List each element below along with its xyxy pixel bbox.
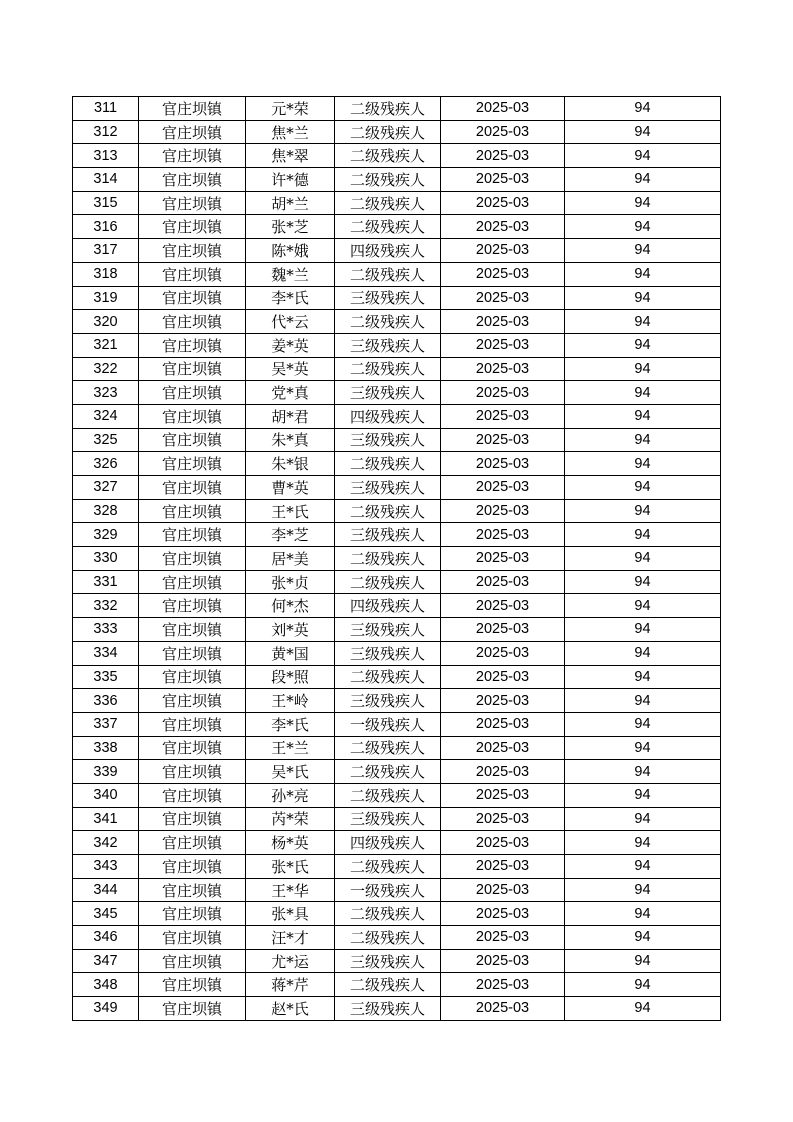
date-cell: 2025-03 [441, 855, 565, 879]
row-number: 327 [73, 476, 139, 500]
date-cell: 2025-03 [441, 357, 565, 381]
disability-level-cell: 二级残疾人 [335, 783, 441, 807]
town-cell: 官庄坝镇 [139, 144, 246, 168]
date-cell: 2025-03 [441, 878, 565, 902]
town-cell: 官庄坝镇 [139, 807, 246, 831]
name-cell: 段*照 [246, 665, 335, 689]
amount-cell: 94 [565, 523, 721, 547]
table-row [73, 665, 721, 689]
amount-cell: 94 [565, 665, 721, 689]
town-cell: 官庄坝镇 [139, 689, 246, 713]
amount-cell: 94 [565, 570, 721, 594]
date-cell: 2025-03 [441, 168, 565, 192]
name-cell: 曹*英 [246, 476, 335, 500]
disability-level-cell: 二级残疾人 [335, 452, 441, 476]
town-cell: 官庄坝镇 [139, 97, 246, 121]
disability-level-cell: 三级残疾人 [335, 333, 441, 357]
disability-level-cell: 二级残疾人 [335, 973, 441, 997]
table-row [73, 689, 721, 713]
date-cell: 2025-03 [441, 902, 565, 926]
name-cell: 陈*娥 [246, 239, 335, 263]
disability-level-cell: 二级残疾人 [335, 168, 441, 192]
amount-cell: 94 [565, 855, 721, 879]
disability-level-cell: 二级残疾人 [335, 215, 441, 239]
town-cell: 官庄坝镇 [139, 594, 246, 618]
row-number: 315 [73, 191, 139, 215]
row-number: 335 [73, 665, 139, 689]
table-row [73, 428, 721, 452]
town-cell: 官庄坝镇 [139, 712, 246, 736]
table-row [73, 476, 721, 500]
date-cell: 2025-03 [441, 191, 565, 215]
table-row [73, 712, 721, 736]
town-cell: 官庄坝镇 [139, 523, 246, 547]
amount-cell: 94 [565, 618, 721, 642]
disability-level-cell: 二级残疾人 [335, 736, 441, 760]
date-cell: 2025-03 [441, 476, 565, 500]
name-cell: 王*氏 [246, 499, 335, 523]
row-number: 342 [73, 831, 139, 855]
table-row [73, 144, 721, 168]
town-cell: 官庄坝镇 [139, 191, 246, 215]
date-cell: 2025-03 [441, 997, 565, 1021]
row-number: 337 [73, 712, 139, 736]
disability-level-cell: 二级残疾人 [335, 760, 441, 784]
amount-cell: 94 [565, 428, 721, 452]
date-cell: 2025-03 [441, 712, 565, 736]
table-row [73, 333, 721, 357]
name-cell: 胡*兰 [246, 191, 335, 215]
row-number: 313 [73, 144, 139, 168]
town-cell: 官庄坝镇 [139, 878, 246, 902]
table-row [73, 523, 721, 547]
row-number: 348 [73, 973, 139, 997]
date-cell: 2025-03 [441, 381, 565, 405]
disability-level-cell: 二级残疾人 [335, 144, 441, 168]
table-row [73, 641, 721, 665]
town-cell: 官庄坝镇 [139, 547, 246, 571]
name-cell: 王*兰 [246, 736, 335, 760]
town-cell: 官庄坝镇 [139, 499, 246, 523]
disability-level-cell: 三级残疾人 [335, 997, 441, 1021]
name-cell: 张*氏 [246, 855, 335, 879]
table-row [73, 381, 721, 405]
date-cell: 2025-03 [441, 618, 565, 642]
disability-level-cell: 二级残疾人 [335, 191, 441, 215]
amount-cell: 94 [565, 262, 721, 286]
date-cell: 2025-03 [441, 144, 565, 168]
date-cell: 2025-03 [441, 570, 565, 594]
table-row [73, 404, 721, 428]
row-number: 314 [73, 168, 139, 192]
amount-cell: 94 [565, 239, 721, 263]
date-cell: 2025-03 [441, 926, 565, 950]
disability-level-cell: 三级残疾人 [335, 689, 441, 713]
name-cell: 王*岭 [246, 689, 335, 713]
amount-cell: 94 [565, 404, 721, 428]
amount-cell: 94 [565, 712, 721, 736]
date-cell: 2025-03 [441, 807, 565, 831]
town-cell: 官庄坝镇 [139, 381, 246, 405]
table-row [73, 973, 721, 997]
disability-level-cell: 二级残疾人 [335, 902, 441, 926]
name-cell: 居*美 [246, 547, 335, 571]
disability-level-cell: 二级残疾人 [335, 262, 441, 286]
name-cell: 李*氏 [246, 712, 335, 736]
name-cell: 代*云 [246, 310, 335, 334]
disability-level-cell: 二级残疾人 [335, 855, 441, 879]
date-cell: 2025-03 [441, 404, 565, 428]
table-row [73, 570, 721, 594]
town-cell: 官庄坝镇 [139, 831, 246, 855]
table-row [73, 831, 721, 855]
date-cell: 2025-03 [441, 949, 565, 973]
name-cell: 汪*才 [246, 926, 335, 950]
row-number: 330 [73, 547, 139, 571]
row-number: 324 [73, 404, 139, 428]
table-row [73, 310, 721, 334]
amount-cell: 94 [565, 286, 721, 310]
row-number: 326 [73, 452, 139, 476]
name-cell: 焦*翠 [246, 144, 335, 168]
town-cell: 官庄坝镇 [139, 736, 246, 760]
name-cell: 张*具 [246, 902, 335, 926]
name-cell: 李*芝 [246, 523, 335, 547]
table-row [73, 547, 721, 571]
table-row [73, 878, 721, 902]
row-number: 332 [73, 594, 139, 618]
disability-level-cell: 二级残疾人 [335, 926, 441, 950]
row-number: 323 [73, 381, 139, 405]
disability-level-cell: 三级残疾人 [335, 428, 441, 452]
row-number: 340 [73, 783, 139, 807]
name-cell: 许*德 [246, 168, 335, 192]
date-cell: 2025-03 [441, 120, 565, 144]
amount-cell: 94 [565, 215, 721, 239]
town-cell: 官庄坝镇 [139, 262, 246, 286]
town-cell: 官庄坝镇 [139, 452, 246, 476]
name-cell: 元*荣 [246, 97, 335, 121]
name-cell: 魏*兰 [246, 262, 335, 286]
amount-cell: 94 [565, 476, 721, 500]
amount-cell: 94 [565, 168, 721, 192]
date-cell: 2025-03 [441, 594, 565, 618]
table-row [73, 949, 721, 973]
name-cell: 张*贞 [246, 570, 335, 594]
name-cell: 赵*氏 [246, 997, 335, 1021]
town-cell: 官庄坝镇 [139, 618, 246, 642]
date-cell: 2025-03 [441, 665, 565, 689]
date-cell: 2025-03 [441, 452, 565, 476]
amount-cell: 94 [565, 831, 721, 855]
town-cell: 官庄坝镇 [139, 902, 246, 926]
disability-level-cell: 二级残疾人 [335, 97, 441, 121]
town-cell: 官庄坝镇 [139, 855, 246, 879]
date-cell: 2025-03 [441, 499, 565, 523]
town-cell: 官庄坝镇 [139, 239, 246, 263]
town-cell: 官庄坝镇 [139, 310, 246, 334]
row-number: 319 [73, 286, 139, 310]
table-row [73, 97, 721, 121]
amount-cell: 94 [565, 191, 721, 215]
row-number: 316 [73, 215, 139, 239]
disability-level-cell: 二级残疾人 [335, 310, 441, 334]
row-number: 321 [73, 333, 139, 357]
name-cell: 姜*英 [246, 333, 335, 357]
town-cell: 官庄坝镇 [139, 997, 246, 1021]
table-row [73, 618, 721, 642]
name-cell: 黄*国 [246, 641, 335, 665]
name-cell: 蒋*芹 [246, 973, 335, 997]
amount-cell: 94 [565, 310, 721, 334]
amount-cell: 94 [565, 902, 721, 926]
row-number: 344 [73, 878, 139, 902]
name-cell: 朱*银 [246, 452, 335, 476]
amount-cell: 94 [565, 120, 721, 144]
table-row [73, 736, 721, 760]
amount-cell: 94 [565, 381, 721, 405]
table-row [73, 215, 721, 239]
amount-cell: 94 [565, 949, 721, 973]
table-row [73, 997, 721, 1021]
date-cell: 2025-03 [441, 262, 565, 286]
town-cell: 官庄坝镇 [139, 404, 246, 428]
disability-level-cell: 二级残疾人 [335, 665, 441, 689]
table-row [73, 286, 721, 310]
name-cell: 焦*兰 [246, 120, 335, 144]
date-cell: 2025-03 [441, 333, 565, 357]
row-number: 336 [73, 689, 139, 713]
table-row [73, 807, 721, 831]
table-row [73, 191, 721, 215]
town-cell: 官庄坝镇 [139, 926, 246, 950]
date-cell: 2025-03 [441, 736, 565, 760]
disability-level-cell: 二级残疾人 [335, 357, 441, 381]
row-number: 311 [73, 97, 139, 121]
amount-cell: 94 [565, 736, 721, 760]
name-cell: 王*华 [246, 878, 335, 902]
row-number: 329 [73, 523, 139, 547]
disability-level-cell: 四级残疾人 [335, 239, 441, 263]
table-row [73, 594, 721, 618]
town-cell: 官庄坝镇 [139, 428, 246, 452]
amount-cell: 94 [565, 689, 721, 713]
disability-level-cell: 四级残疾人 [335, 831, 441, 855]
row-number: 312 [73, 120, 139, 144]
date-cell: 2025-03 [441, 286, 565, 310]
disability-level-cell: 四级残疾人 [335, 404, 441, 428]
amount-cell: 94 [565, 144, 721, 168]
date-cell: 2025-03 [441, 641, 565, 665]
table-row [73, 452, 721, 476]
name-cell: 尤*运 [246, 949, 335, 973]
date-cell: 2025-03 [441, 97, 565, 121]
town-cell: 官庄坝镇 [139, 215, 246, 239]
town-cell: 官庄坝镇 [139, 641, 246, 665]
amount-cell: 94 [565, 783, 721, 807]
date-cell: 2025-03 [441, 760, 565, 784]
row-number: 334 [73, 641, 139, 665]
amount-cell: 94 [565, 807, 721, 831]
disability-level-cell: 二级残疾人 [335, 499, 441, 523]
row-number: 318 [73, 262, 139, 286]
date-cell: 2025-03 [441, 547, 565, 571]
row-number: 331 [73, 570, 139, 594]
table-row [73, 239, 721, 263]
data-table [72, 96, 721, 1021]
disability-level-cell: 二级残疾人 [335, 570, 441, 594]
row-number: 322 [73, 357, 139, 381]
town-cell: 官庄坝镇 [139, 120, 246, 144]
date-cell: 2025-03 [441, 523, 565, 547]
name-cell: 何*杰 [246, 594, 335, 618]
amount-cell: 94 [565, 997, 721, 1021]
town-cell: 官庄坝镇 [139, 665, 246, 689]
row-number: 320 [73, 310, 139, 334]
table-row [73, 357, 721, 381]
amount-cell: 94 [565, 499, 721, 523]
town-cell: 官庄坝镇 [139, 570, 246, 594]
date-cell: 2025-03 [441, 783, 565, 807]
row-number: 325 [73, 428, 139, 452]
table-row [73, 168, 721, 192]
disability-level-cell: 三级残疾人 [335, 381, 441, 405]
amount-cell: 94 [565, 973, 721, 997]
town-cell: 官庄坝镇 [139, 949, 246, 973]
name-cell: 吴*氏 [246, 760, 335, 784]
disability-level-cell: 四级残疾人 [335, 594, 441, 618]
row-number: 341 [73, 807, 139, 831]
amount-cell: 94 [565, 333, 721, 357]
disability-level-cell: 三级残疾人 [335, 618, 441, 642]
table-row [73, 855, 721, 879]
amount-cell: 94 [565, 357, 721, 381]
town-cell: 官庄坝镇 [139, 333, 246, 357]
row-number: 328 [73, 499, 139, 523]
town-cell: 官庄坝镇 [139, 783, 246, 807]
row-number: 343 [73, 855, 139, 879]
name-cell: 李*氏 [246, 286, 335, 310]
table-body [73, 97, 721, 1021]
table-row [73, 262, 721, 286]
town-cell: 官庄坝镇 [139, 168, 246, 192]
town-cell: 官庄坝镇 [139, 760, 246, 784]
amount-cell: 94 [565, 594, 721, 618]
disability-level-cell: 三级残疾人 [335, 641, 441, 665]
date-cell: 2025-03 [441, 215, 565, 239]
table-row [73, 120, 721, 144]
table-row [73, 760, 721, 784]
disability-level-cell: 三级残疾人 [335, 949, 441, 973]
name-cell: 刘*英 [246, 618, 335, 642]
disability-level-cell: 一级残疾人 [335, 878, 441, 902]
amount-cell: 94 [565, 926, 721, 950]
row-number: 345 [73, 902, 139, 926]
disability-level-cell: 一级残疾人 [335, 712, 441, 736]
row-number: 333 [73, 618, 139, 642]
row-number: 338 [73, 736, 139, 760]
row-number: 317 [73, 239, 139, 263]
date-cell: 2025-03 [441, 973, 565, 997]
row-number: 349 [73, 997, 139, 1021]
amount-cell: 94 [565, 878, 721, 902]
disability-level-cell: 三级残疾人 [335, 476, 441, 500]
date-cell: 2025-03 [441, 310, 565, 334]
table-row [73, 783, 721, 807]
town-cell: 官庄坝镇 [139, 357, 246, 381]
name-cell: 朱*真 [246, 428, 335, 452]
town-cell: 官庄坝镇 [139, 973, 246, 997]
date-cell: 2025-03 [441, 831, 565, 855]
row-number: 347 [73, 949, 139, 973]
table-row [73, 926, 721, 950]
disability-level-cell: 三级残疾人 [335, 286, 441, 310]
name-cell: 杨*英 [246, 831, 335, 855]
date-cell: 2025-03 [441, 428, 565, 452]
name-cell: 胡*君 [246, 404, 335, 428]
table-row [73, 499, 721, 523]
disability-level-cell: 二级残疾人 [335, 120, 441, 144]
name-cell: 党*真 [246, 381, 335, 405]
name-cell: 孙*亮 [246, 783, 335, 807]
row-number: 339 [73, 760, 139, 784]
disability-level-cell: 三级残疾人 [335, 523, 441, 547]
amount-cell: 94 [565, 641, 721, 665]
date-cell: 2025-03 [441, 689, 565, 713]
date-cell: 2025-03 [441, 239, 565, 263]
name-cell: 吴*英 [246, 357, 335, 381]
amount-cell: 94 [565, 547, 721, 571]
town-cell: 官庄坝镇 [139, 286, 246, 310]
amount-cell: 94 [565, 97, 721, 121]
amount-cell: 94 [565, 452, 721, 476]
disability-level-cell: 二级残疾人 [335, 547, 441, 571]
row-number: 346 [73, 926, 139, 950]
town-cell: 官庄坝镇 [139, 476, 246, 500]
name-cell: 芮*荣 [246, 807, 335, 831]
amount-cell: 94 [565, 760, 721, 784]
name-cell: 张*芝 [246, 215, 335, 239]
disability-level-cell: 三级残疾人 [335, 807, 441, 831]
table-row [73, 902, 721, 926]
